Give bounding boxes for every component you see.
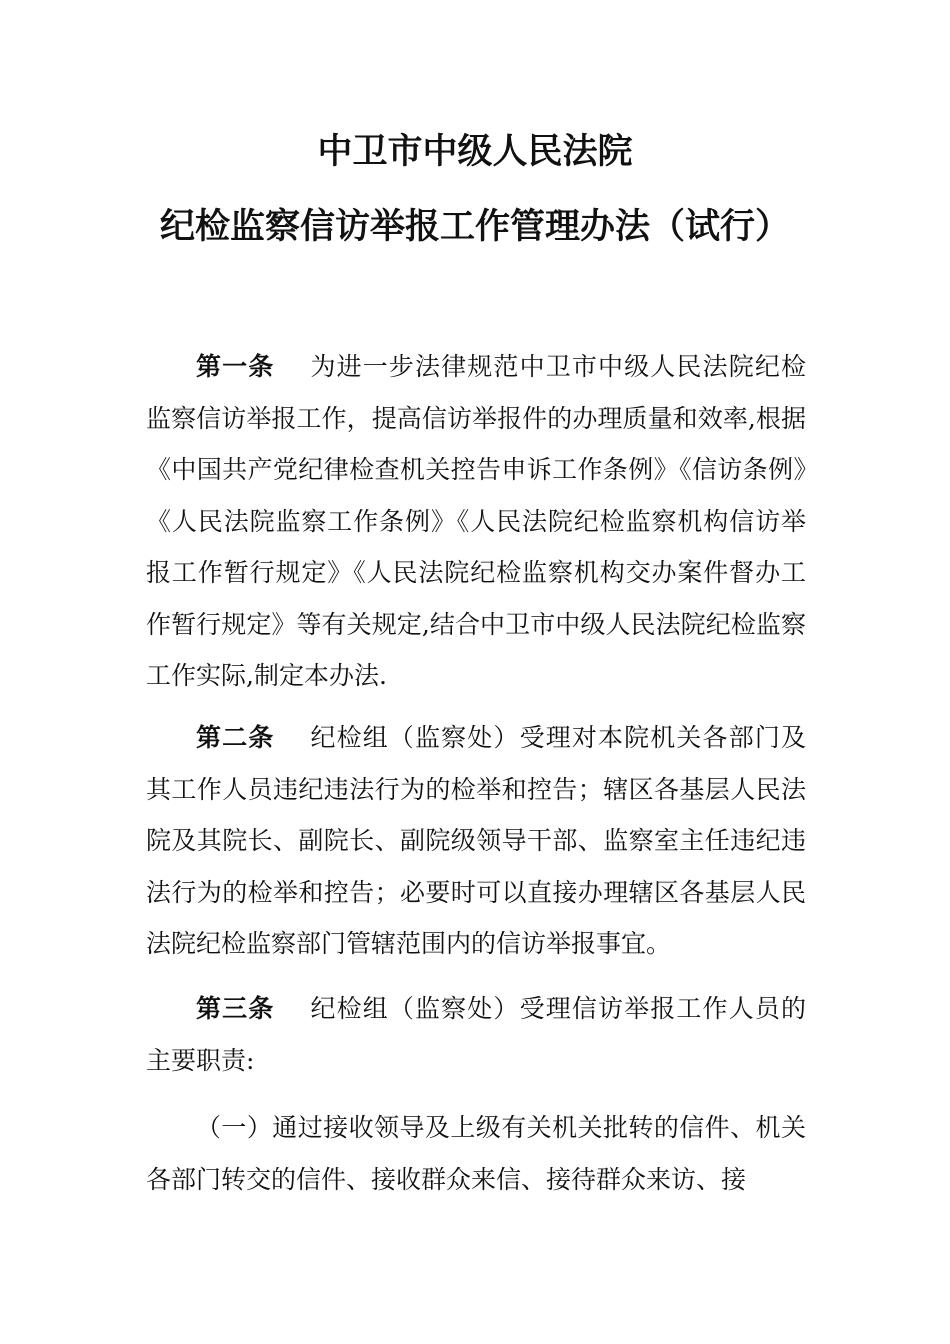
title-line-2: 纪检监察信访举报工作管理办法（试行） xyxy=(159,207,790,247)
article-3-label: 第三条 xyxy=(196,994,275,1023)
article-3-text: 纪检组（监察处）受理信访举报工作人员的主要职责: xyxy=(146,994,806,1075)
article-1-text: 为进一步法律规范中卫市中级人民法院纪检监察信访举报工作，提高信访举报件的办理质量和效率,根据《中国共产党纪律检查机关控告申诉工作条例》《信访条例》《人民法院监察工作条例》《人民法院纪检监察机构信访举报工作暂行规定》《人民法院纪检监察机构交办案件督办工作暂行规定》等有关规定,结合中卫市中级人民法院纪检监察工作实际,制定本办法. xyxy=(146,352,806,690)
article-2-label: 第二条 xyxy=(196,723,275,752)
article-2-text: 纪检组（监察处）受理对本院机关各部门及其工作人员违纪违法行为的检举和控告；辖区各基层人民法院及其院长、副院长、副院级领导干部、监察室主任违纪违法行为的检举和控告；必要时可以直接办理辖区各基层人民法院纪检监察部门管辖范围内的信访举报事宜。 xyxy=(146,723,806,958)
article-1-paragraph xyxy=(146,341,806,702)
clause-1-paragraph xyxy=(146,1102,806,1205)
document-title xyxy=(0,128,950,251)
article-1-label: 第一条 xyxy=(196,352,275,381)
clause-1-text: （一）通过接收领导及上级有关机关批转的信件、机关各部门转交的信件、接收群众来信、接待群众来访、接 xyxy=(146,1113,806,1194)
article-3-paragraph xyxy=(146,983,806,1086)
article-2-paragraph xyxy=(146,712,806,970)
title-line-1: 中卫市中级人民法院 xyxy=(317,132,633,172)
